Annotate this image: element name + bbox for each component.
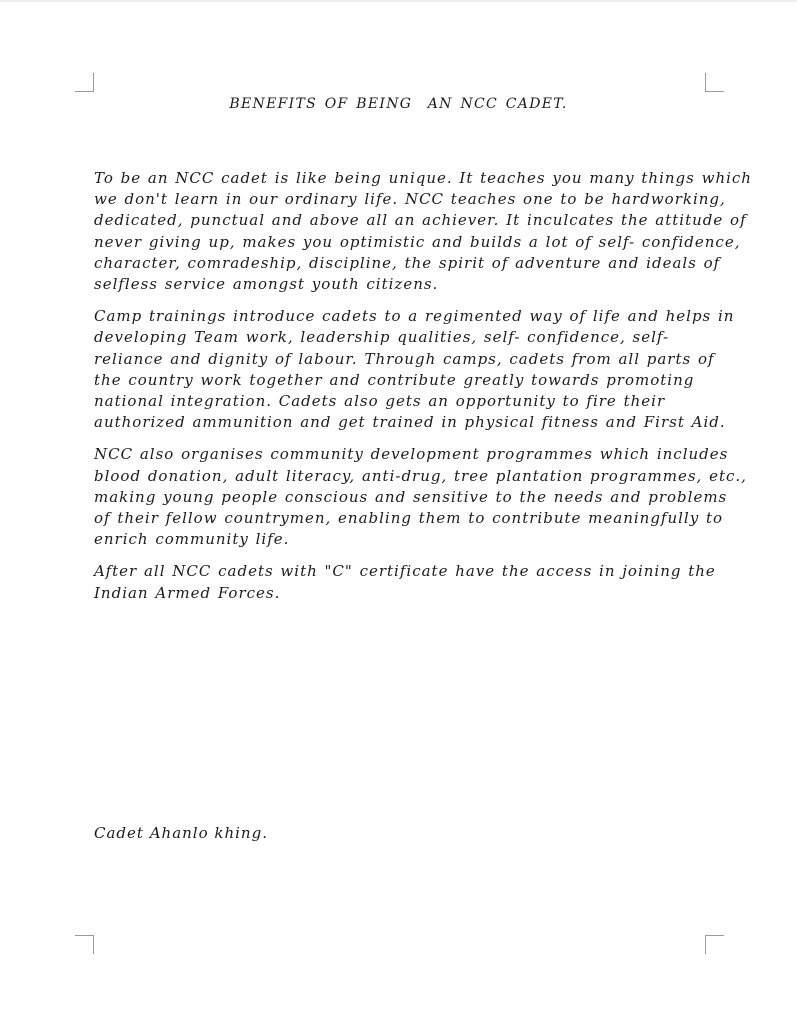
text-line: Camp trainings introduce cadets to a regimented way of life and helps in — [94, 307, 735, 326]
text-line: character, comradeship, discipline, the spirit of adventure and ideals of — [94, 253, 721, 272]
text-line: national integration. Cadets also gets an opportunity to fire their — [94, 392, 666, 411]
text-line: NCC also organises community development programmes which includes — [94, 445, 729, 464]
text-line: the country work together and contribute greatly towards promoting — [94, 370, 695, 389]
text-line: authorized ammunition and get trained in physical fitness and First Aid. — [94, 413, 726, 432]
paragraph-intro — [94, 168, 752, 295]
text-line: To be an NCC cadet is like being unique. It teaches you many things which — [94, 169, 752, 187]
text-line: never giving up, makes you optimistic and builds a lot of self- confidence, — [94, 232, 741, 251]
signature-line: Cadet Ahanlo khing. — [94, 824, 268, 842]
text-line: reliance and dignity of labour. Through camps, cadets from all parts of — [94, 349, 715, 368]
paragraph-camp-trainings — [94, 306, 735, 433]
text-line: enrich community life. — [94, 530, 290, 549]
text-line: we don't learn in our ordinary life. NCC teaches one to be hardworking, — [94, 190, 726, 209]
paragraph-armed-forces — [94, 561, 714, 603]
document-title: BENEFITS OF BEING AN NCC CADET. — [229, 96, 568, 112]
text-line: After all NCC cadets with "C" certificate have the access in joining the — [94, 562, 716, 581]
text-line: dedicated, punctual and above all an achiever. It inculcates the attitude of — [94, 211, 747, 230]
page-top-edge — [0, 0, 797, 2]
text-line: Indian Armed Forces. — [94, 583, 281, 602]
text-line: of their fellow countrymen, enabling them to contribute meaningfully to — [94, 509, 724, 528]
paragraph-community-development — [94, 444, 747, 550]
text-line: making young people conscious and sensitive to the needs and problems — [94, 487, 728, 506]
crop-mark-top-right — [705, 73, 724, 92]
text-line: developing Team work, leadership qualities, self- confidence, self- — [94, 328, 670, 347]
document-body — [94, 168, 752, 615]
crop-mark-top-left — [75, 73, 94, 92]
crop-mark-bottom-left — [75, 935, 94, 954]
crop-mark-bottom-right — [705, 935, 724, 954]
text-line: selfless service amongst youth citizens. — [94, 275, 439, 294]
text-line: blood donation, adult literacy, anti-drug, tree plantation programmes, etc., — [94, 466, 747, 485]
